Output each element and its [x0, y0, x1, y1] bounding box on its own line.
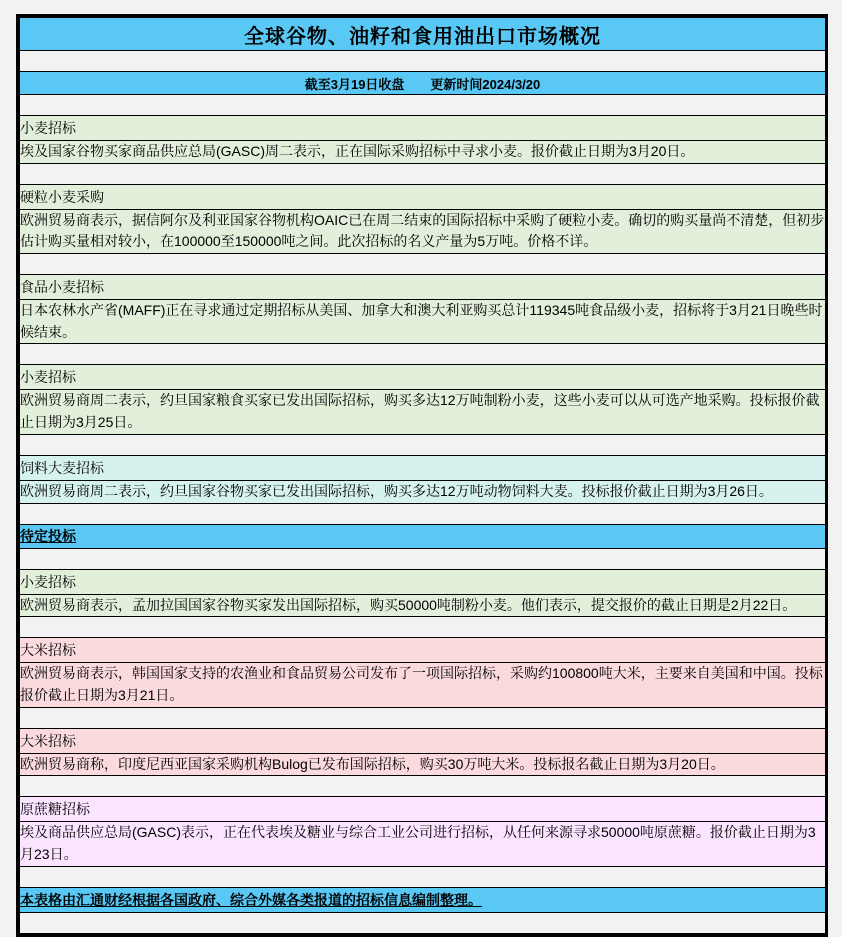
footer-note	[20, 887, 826, 912]
tender-item-body-row	[20, 594, 826, 617]
tender-item-heading: 大米招标	[20, 728, 826, 753]
spacer-cell	[20, 344, 826, 365]
footer-note-text: 本表格由汇通财经根据各国政府、综合外媒各类报道的招标信息编制整理。	[20, 891, 482, 908]
spacer-cell	[20, 503, 826, 524]
spacer-after-tender-item	[20, 707, 826, 728]
spacer-after-tender-item	[20, 163, 826, 184]
tender-item-body: 欧洲贸易商表示，孟加拉国国家谷物买家发出国际招标，购买50000吨制粉小麦。他们表示，提交报价的截止日期是2月22日。	[20, 594, 826, 617]
spacer-after-footer	[20, 912, 826, 933]
tender-item-heading-row	[20, 797, 826, 822]
tender-table	[19, 17, 826, 934]
spacer-after-tender-item	[20, 344, 826, 365]
tender-item-heading: 小麦招标	[20, 569, 826, 594]
tender-item-body: 欧洲贸易商周二表示，约旦国家谷物买家已发出国际招标，购买多达12万吨动物饲料大麦。投标报价截止日期为3月26日。	[20, 480, 826, 503]
tender-item-heading: 硬粒小麦采购	[20, 184, 826, 209]
tender-item-heading-row	[20, 638, 826, 663]
spacer-cell	[20, 776, 826, 797]
spacer-after-tender-item	[20, 434, 826, 455]
tender-item-body-row	[20, 822, 826, 866]
spacer-cell	[20, 434, 826, 455]
tender-item-heading-row	[20, 116, 826, 141]
tender-item-body-row	[20, 141, 826, 164]
tender-item-body-row	[20, 390, 826, 434]
tender-item-body: 欧洲贸易商表示，据信阿尔及利亚国家谷物机构OAIC已在周二结束的国际招标中采购了硬粒小麦。确切的购买量尚不清楚，但初步估计购买量相对较小，在100000至150000吨之间。此次招标的名义产量为5万吨。价格不详。	[20, 209, 826, 253]
spacer-after-tender-item	[20, 776, 826, 797]
spacer-cell	[20, 254, 826, 275]
tender-item-body: 日本农林水产省(MAFF)正在寻求通过定期招标从美国、加拿大和澳大利亚购买总计119345吨食品级小麦，招标将于3月21日晚些时候结束。	[20, 300, 826, 344]
spacer-cell	[20, 548, 826, 569]
tender-item-body-row	[20, 300, 826, 344]
spacer-cell	[20, 51, 826, 72]
document-footer-row	[20, 887, 826, 912]
spacer-after-title	[20, 51, 826, 72]
spacer-after-section-header	[20, 548, 826, 569]
tender-item-heading: 原蔗糖招标	[20, 797, 826, 822]
tender-item-body: 欧洲贸易商表示，韩国国家支持的农渔业和食品贸易公司发布了一项国际招标，采购约100800吨大米，主要来自美国和中国。投标报价截止日期为3月21日。	[20, 663, 826, 707]
document-subtitle-row	[20, 72, 826, 95]
tender-item-heading: 大米招标	[20, 638, 826, 663]
spacer-cell	[20, 617, 826, 638]
spacer-after-tender-item	[20, 617, 826, 638]
tender-item-body-row	[20, 209, 826, 253]
tender-item-heading-row	[20, 184, 826, 209]
tender-item-body: 埃及商品供应总局(GASC)表示，正在代表埃及糖业与综合工业公司进行招标，从任何来源寻求50000吨原蔗糖。报价截止日期为3月23日。	[20, 822, 826, 866]
tender-item-heading-row	[20, 275, 826, 300]
tender-item-body: 埃及国家谷物买家商品供应总局(GASC)周二表示，正在国际采购招标中寻求小麦。报价截止日期为3月20日。	[20, 141, 826, 164]
tender-item-body: 欧洲贸易商称，印度尼西亚国家采购机构Bulog已发布国际招标，购买30万吨大米。投标报名截止日期为3月20日。	[20, 753, 826, 776]
tender-item-heading-row	[20, 365, 826, 390]
spacer-cell	[20, 912, 826, 933]
tender-item-heading: 小麦招标	[20, 365, 826, 390]
spacer-after-tender-item	[20, 254, 826, 275]
spacer-cell	[20, 163, 826, 184]
tender-item-body-row	[20, 753, 826, 776]
document-title-row	[20, 18, 826, 51]
spacer-cell	[20, 95, 826, 116]
section-header-row	[20, 524, 826, 548]
tender-item-heading-row	[20, 569, 826, 594]
spacer-after-tender-item	[20, 503, 826, 524]
spacer-after-tender-item	[20, 866, 826, 887]
tender-summary-sheet	[16, 14, 828, 937]
tender-item-heading-row	[20, 728, 826, 753]
spacer-cell	[20, 707, 826, 728]
tender-item-heading-row	[20, 455, 826, 480]
section-header-label-text: 待定投标	[20, 528, 76, 544]
tender-item-heading: 小麦招标	[20, 116, 826, 141]
page-title: 全球谷物、油籽和食用油出口市场概况	[20, 18, 826, 51]
section-header-label	[20, 524, 826, 548]
tender-item-body: 欧洲贸易商周二表示，约旦国家粮食买家已发出国际招标，购买多达12万吨制粉小麦，这些小麦可以从可选产地采购。投标报价截止日期为3月25日。	[20, 390, 826, 434]
tender-item-heading: 食品小麦招标	[20, 275, 826, 300]
as-of-date-label: 截至3月19日收盘 更新时间2024/3/20	[20, 72, 826, 95]
spacer-cell	[20, 866, 826, 887]
tender-item-heading: 饲料大麦招标	[20, 455, 826, 480]
tender-item-body-row	[20, 480, 826, 503]
tender-item-body-row	[20, 663, 826, 707]
spacer-after-subtitle	[20, 95, 826, 116]
